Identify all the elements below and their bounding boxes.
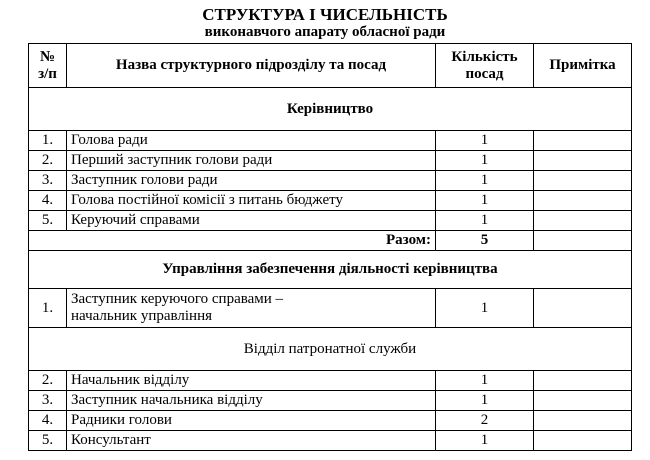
row-qty: 1 — [436, 289, 534, 328]
row-qty: 1 — [436, 151, 534, 171]
table-row — [29, 131, 632, 151]
row-num: 3. — [29, 171, 67, 191]
table-row — [29, 391, 632, 411]
row-qty: 1 — [436, 131, 534, 151]
section-row-support — [29, 251, 632, 289]
row-note — [534, 131, 632, 151]
row-num: 5. — [29, 211, 67, 231]
header-num: № з/п — [29, 44, 67, 88]
table-row — [29, 289, 632, 328]
row-qty: 1 — [436, 431, 534, 451]
row-position: Перший заступник голови ради — [67, 151, 436, 171]
header-qty: Кількість посад — [436, 44, 534, 88]
subsection-row — [29, 328, 632, 371]
row-num: 3. — [29, 391, 67, 411]
row-note — [534, 171, 632, 191]
table-row — [29, 171, 632, 191]
header-note: Примітка — [534, 44, 632, 88]
table-row — [29, 191, 632, 211]
table-header-row — [29, 44, 632, 88]
row-num: 1. — [29, 131, 67, 151]
row-qty: 1 — [436, 211, 534, 231]
row-qty: 1 — [436, 371, 534, 391]
document-title: СТРУКТУРА І ЧИСЕЛЬНІСТЬ — [202, 5, 448, 24]
row-position-line1: Заступник керуючого справами – — [71, 291, 284, 307]
row-position: Голова постійної комісії з питань бюджету — [67, 191, 436, 211]
row-num: 4. — [29, 411, 67, 431]
total-value: 5 — [436, 231, 534, 251]
total-note — [534, 231, 632, 251]
row-num: 2. — [29, 371, 67, 391]
row-qty: 2 — [436, 411, 534, 431]
row-note — [534, 191, 632, 211]
section-row-leadership — [29, 88, 632, 131]
table-row — [29, 371, 632, 391]
row-position: Голова ради — [67, 131, 436, 151]
row-position: Керуючий справами — [67, 211, 436, 231]
row-qty: 1 — [436, 391, 534, 411]
row-position — [67, 289, 436, 328]
section-title: Управління забезпечення діяльності керівництва — [29, 251, 632, 289]
row-position: Начальник відділу — [67, 371, 436, 391]
table-row — [29, 411, 632, 431]
total-row — [29, 231, 632, 251]
row-qty: 1 — [436, 191, 534, 211]
row-position: Радники голови — [67, 411, 436, 431]
row-position-line2: начальник управління — [71, 308, 213, 324]
row-note — [534, 371, 632, 391]
row-num: 5. — [29, 431, 67, 451]
row-note — [534, 431, 632, 451]
document-subtitle: виконавчого апарату обласної ради — [204, 24, 446, 40]
row-note — [534, 151, 632, 171]
structure-table — [28, 43, 632, 451]
header-name: Назва структурного підрозділу та посад — [67, 44, 436, 88]
section-title: Керівництво — [29, 88, 632, 131]
table-row — [29, 151, 632, 171]
row-note — [534, 391, 632, 411]
row-num: 4. — [29, 191, 67, 211]
row-note — [534, 411, 632, 431]
subsection-title: Відділ патронатної служби — [29, 328, 632, 371]
row-position: Заступник голови ради — [67, 171, 436, 191]
row-num: 2. — [29, 151, 67, 171]
row-note — [534, 211, 632, 231]
row-position: Консультант — [67, 431, 436, 451]
table-row — [29, 431, 632, 451]
table-row — [29, 211, 632, 231]
row-position: Заступник начальника відділу — [67, 391, 436, 411]
row-num: 1. — [29, 289, 67, 328]
row-note — [534, 289, 632, 328]
total-label: Разом: — [29, 231, 436, 251]
row-qty: 1 — [436, 171, 534, 191]
